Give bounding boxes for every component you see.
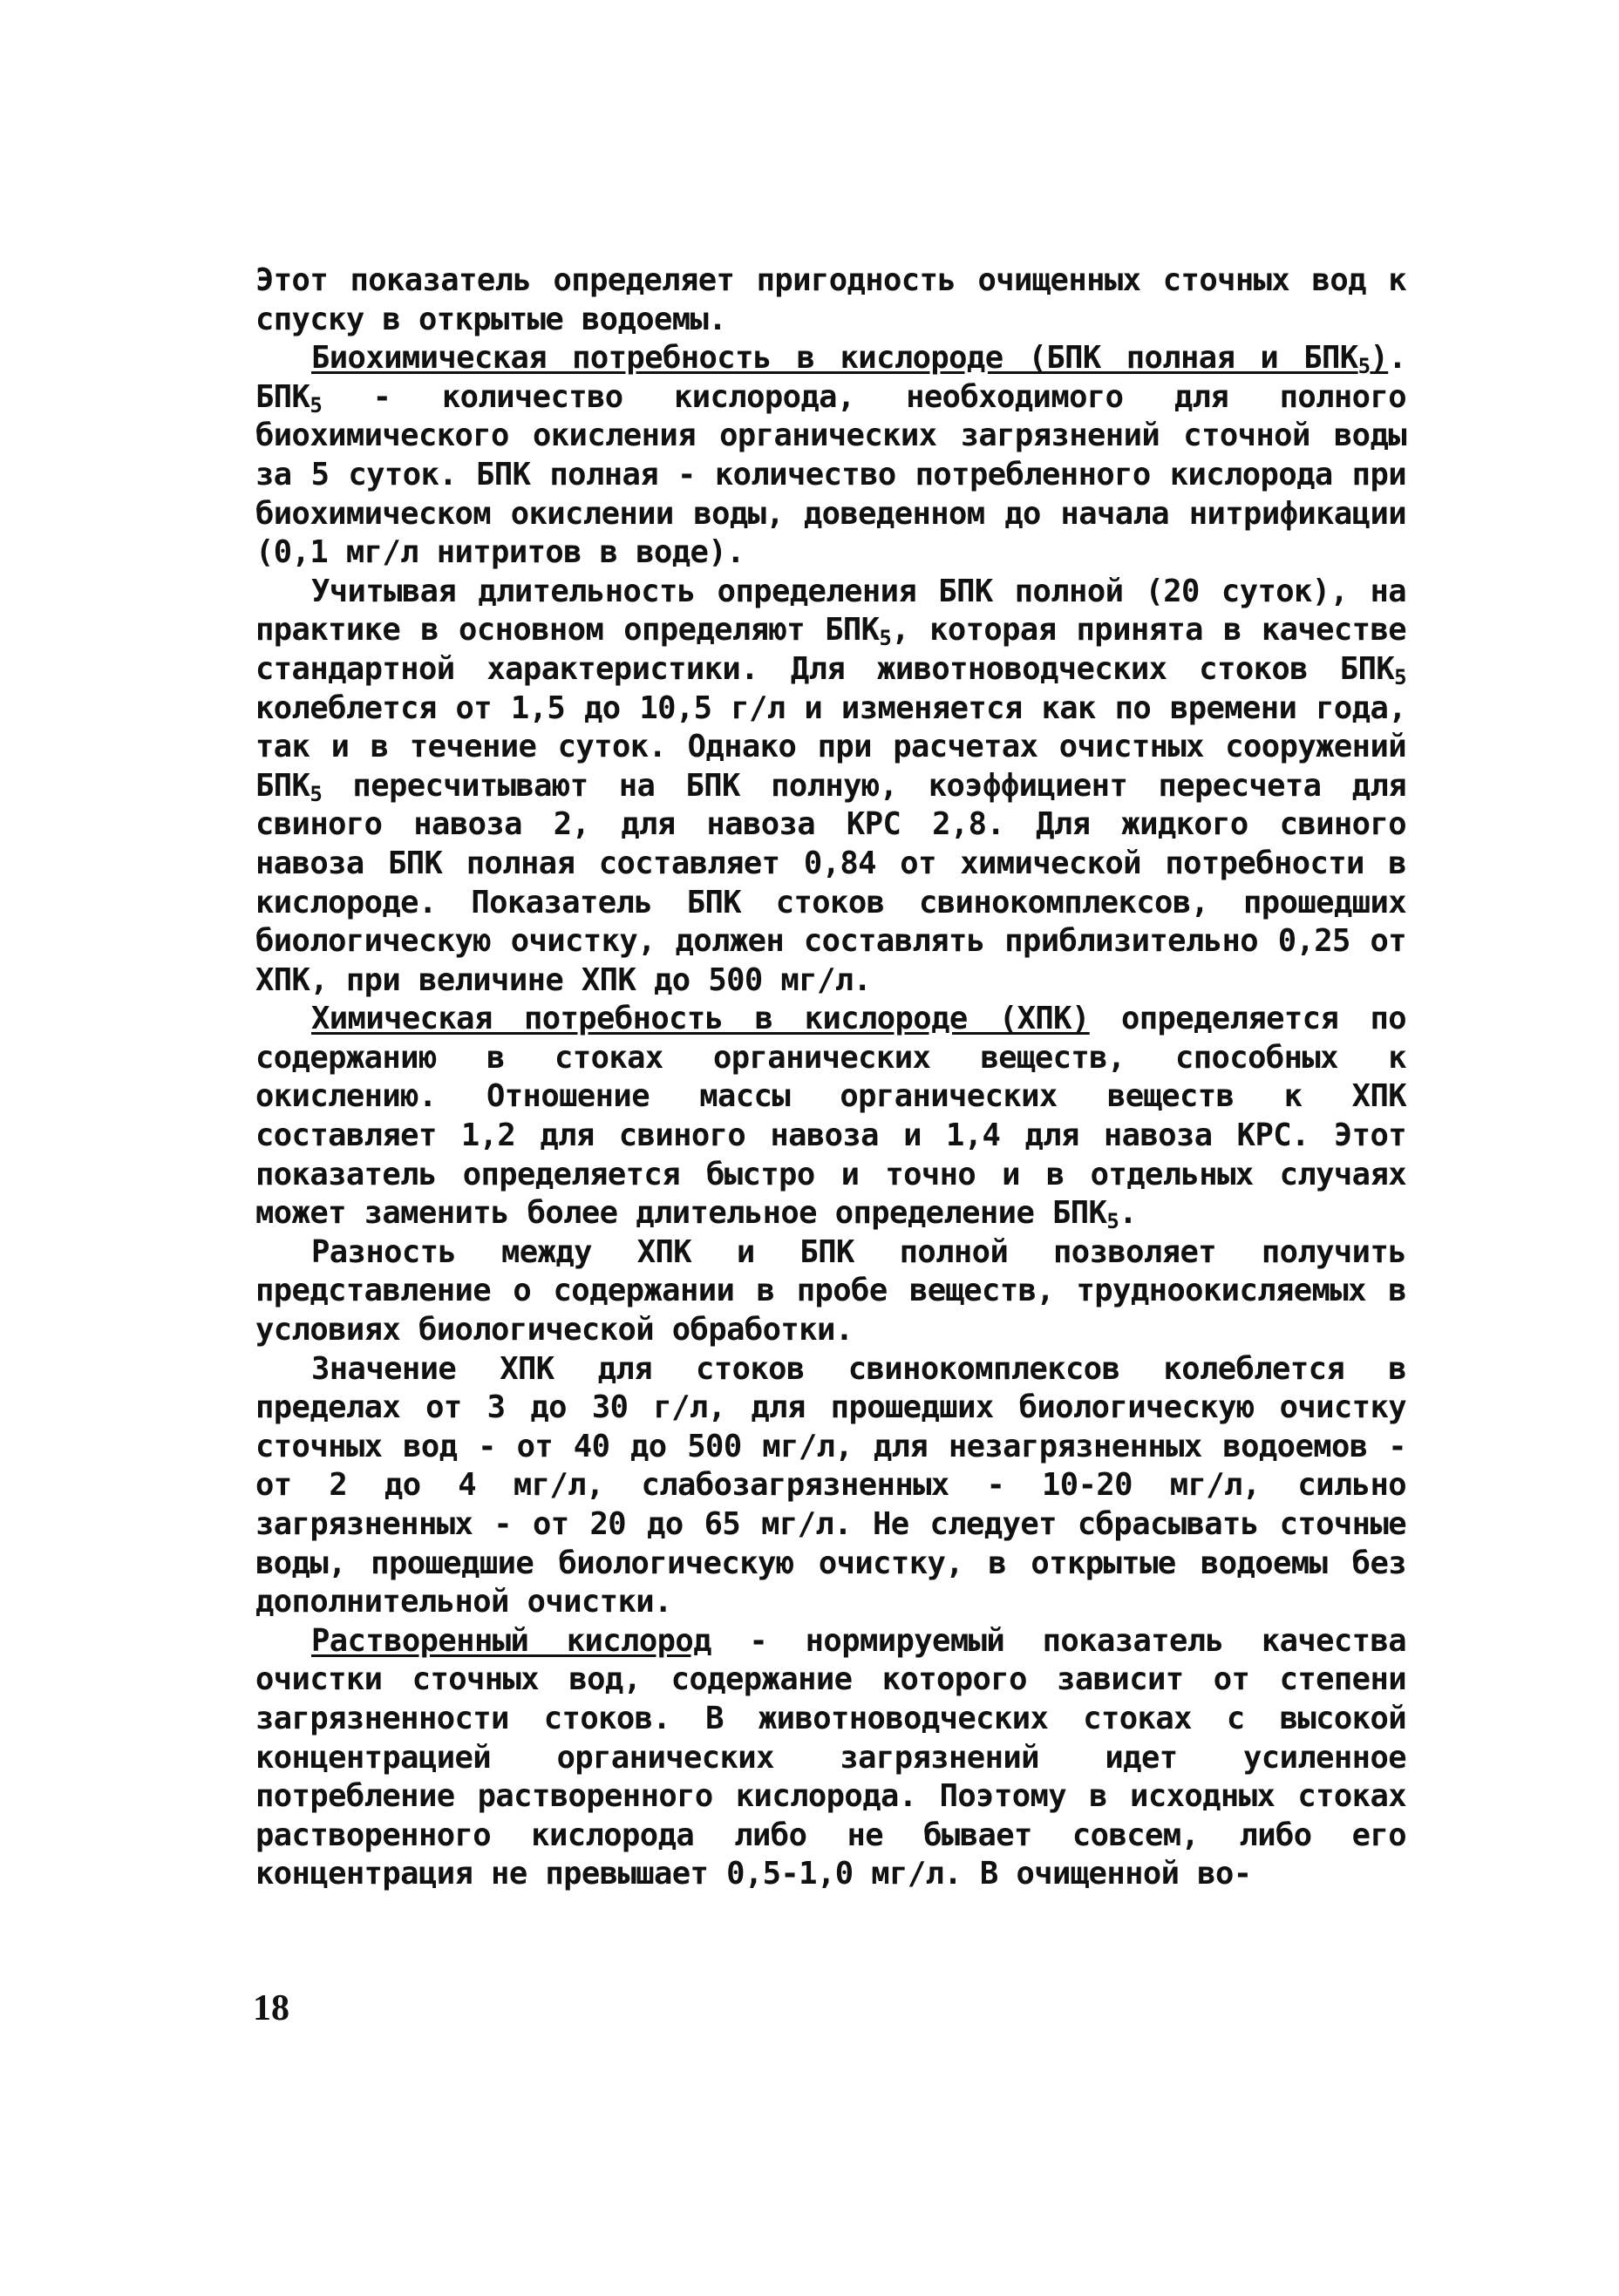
term-heading-hpk: Химическая потребность в кислороде (ХПК) xyxy=(311,1001,1090,1037)
paragraph-text: , которая принята в качестве стандартной характеристики. Для животноводческих стоков БПК xyxy=(255,612,1406,687)
paragraph-text: . БПК xyxy=(255,340,1406,415)
paragraph-text: Этот показатель определяет пригодность очищенных сточных вод к спуску в открытые водоемы. xyxy=(255,262,1406,337)
paragraph-text: пересчитывают на БПК полную, коэффициент пересчета для свиного навоза 2, для навоза КРС 2,8. Для жидкого свиного навоза БПК полная составляет 0,84 от химической потребности в кислороде. Показатель БПК стоков свинокомплексов, прошедших биологическую очистку, должен составлять приблизительно 0,25 от ХПК, при величине ХПК до 500 мг/л. xyxy=(255,767,1406,998)
paragraph-hpk-values xyxy=(255,1350,1406,1622)
paragraph-text: колеблется от 1,5 до 10,5 г/л и изменяется как по времени года, так и в течение суток. Однако при расчетах очистных сооружений БПК xyxy=(255,689,1406,804)
subscript: 5 xyxy=(310,781,323,806)
subscript: 5 xyxy=(879,626,892,651)
subscript: 5 xyxy=(1106,1209,1119,1234)
paragraph-dissolved-oxygen xyxy=(255,1622,1406,1894)
paragraph-hpk xyxy=(255,1000,1406,1233)
paragraph-text: - нормируемый показатель качества очистки сточных вод, содержание которого зависит от степени загрязненности стоков. В животноводческих стоках с высокой концентрацией органических загрязнений идет усиленное потребление растворенного кислорода. Поэтому в исходных стоках растворенного кислорода либо не бывает совсем, либо его концентрация не превышает 0,5-1,0 мг/л. В очищенной во- xyxy=(255,1622,1407,1892)
paragraph-text: определяется по содержанию в стоках органических веществ, способных к окислению. Отношение массы органических веществ к ХПК составляет 1,2 для свиного навоза и 1,4 для навоза КРС. Этот показатель определяется быстро и точно и в отдельных случаях может заменить более длительное определение БПК xyxy=(255,1001,1406,1232)
term-heading-bpk xyxy=(311,340,1389,379)
paragraph-text: Учитывая длительность определения БПК полной (20 суток), на практике в основном определяют БПК xyxy=(255,573,1406,649)
paragraph-text: - количество кислорода, необходимого для полного биохимического окисления органических загрязнений сточной воды за 5 суток. БПК полная - количество потребленного кислорода при биохимическом окислении воды, доведенном до начала нитрификации (0,1 мг/л нитритов в воде). xyxy=(255,378,1406,571)
paragraph-text: Разность между ХПК и БПК полной позволяет получить представление о содержании в пробе веществ, трудноокисляемых в условиях биологической обработки. xyxy=(255,1233,1406,1348)
paragraph-text: . xyxy=(1119,1195,1137,1232)
term-heading-oxygen: Растворенный кислород xyxy=(311,1622,711,1659)
heading-text: ) xyxy=(1370,340,1389,377)
paragraph-bpk-duration xyxy=(255,573,1406,1001)
paragraph-text: Значение ХПК для стоков свинокомплексов колеблется в пределах от 3 до 30 г/л, для прошедших биологическую очистку сточных вод - от 40 до 500 мг/л, для незагрязненных водоемов - от 2 до 4 мг/л, слабозагрязненных - 10-20 мг/л, сильно загрязненных - от 20 до 65 мг/л. Не следует сбрасывать сточные воды, прошедшие биологическую очистку, в открытые водоемы без дополнительной очистки. xyxy=(255,1350,1406,1620)
page-number: 18 xyxy=(253,1988,289,2028)
paragraph-bpk xyxy=(255,339,1406,573)
paragraph-difference xyxy=(255,1233,1406,1350)
subscript: 5 xyxy=(1357,354,1371,379)
subscript: 5 xyxy=(310,392,323,418)
heading-text: Биохимическая потребность в кислороде (БПК полная и БПК xyxy=(311,340,1358,377)
subscript: 5 xyxy=(1394,664,1406,689)
paragraph-intro xyxy=(255,262,1406,339)
page-body xyxy=(255,262,1406,1894)
